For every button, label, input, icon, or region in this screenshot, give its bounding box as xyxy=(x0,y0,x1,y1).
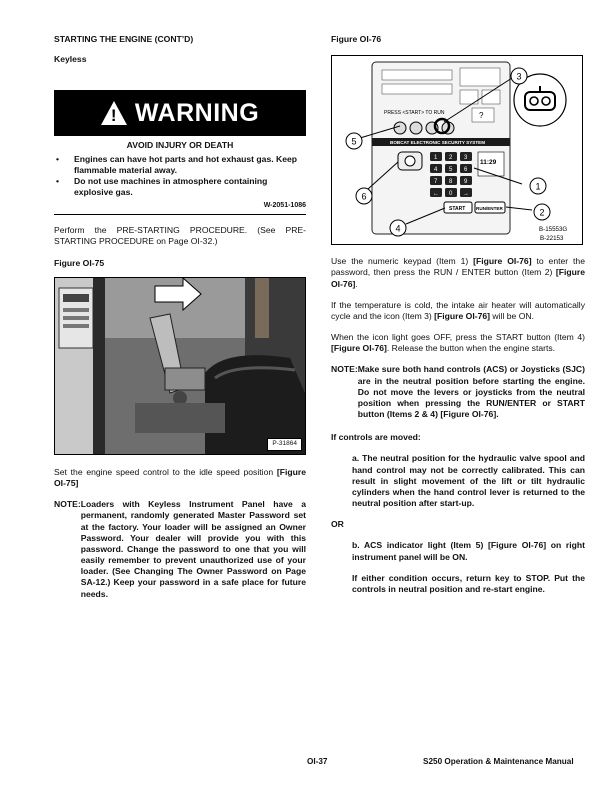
callout-3 xyxy=(511,68,527,84)
note-keyless xyxy=(54,499,306,600)
figure-ref: [Figure OI-76] xyxy=(473,256,532,267)
section-title: STARTING THE ENGINE (CONT’D) xyxy=(54,34,194,44)
press-start-text: PRESS <START> TO RUN xyxy=(384,110,445,117)
figure-oi76-panel xyxy=(331,55,583,245)
moved-heading: If controls are moved: xyxy=(331,432,421,443)
figure-label-oi75: Figure OI-75 xyxy=(54,257,105,268)
callout-2 xyxy=(534,204,550,220)
svg-text:RUN/ENTER: RUN/ENTER xyxy=(476,206,503,212)
warning-code: W-2051-1086 xyxy=(54,201,306,215)
warning-title: WARNING xyxy=(134,99,260,128)
figure-code: P-31864 xyxy=(267,438,302,450)
note-text: Make sure both hand controls (ACS) or Joysticks (SJC) are in the neutral position before starting the engine. Do not move the levers or joysticks from the neutral position when pressing the RUN/ENTER or START button (Items 2 & 4) [Figure OI-76]. xyxy=(357,364,585,420)
warning-bullet: • Do not use machines in atmosphere containing explosive gas. xyxy=(54,176,306,198)
paragraph-text: Set the engine speed control to the idle speed position xyxy=(54,466,277,477)
callout-5 xyxy=(346,133,362,149)
paragraph-text: When the icon light goes OFF, press the START button (Item 4) xyxy=(331,332,585,343)
figure-oi75-photo xyxy=(54,277,306,455)
svg-text:START: START xyxy=(449,206,466,213)
left-column xyxy=(54,34,306,600)
svg-text:8: 8 xyxy=(449,179,453,186)
svg-text:7: 7 xyxy=(434,179,438,186)
or-text: OR xyxy=(331,519,344,530)
warning-list xyxy=(54,154,306,199)
panel-time: 11:29 xyxy=(480,159,497,167)
callout-1 xyxy=(530,178,546,194)
paragraph-text: . xyxy=(355,278,358,289)
callout-6 xyxy=(356,188,372,204)
warning-triangle-icon: ! xyxy=(101,101,127,125)
figure-code: B-22153 xyxy=(540,235,564,243)
instrument-panel-diagram xyxy=(332,56,583,245)
paragraph-text: will be ON. xyxy=(490,310,534,321)
paragraph-text: . Release the button when the engine starts. xyxy=(386,343,556,354)
item-b: b. ACS indicator light (Item 5) [Figure OI-76] on right instrument panel will be ON. xyxy=(352,540,585,562)
svg-text:2: 2 xyxy=(539,207,545,218)
final-instruction: If either condition occurs, return key to STOP. Put the controls in neutral position and re-start engine. xyxy=(352,572,585,594)
paragraph-keypad xyxy=(331,256,585,290)
figure-code: B-15553G xyxy=(539,226,568,234)
note-neutral xyxy=(331,364,585,420)
svg-text:3: 3 xyxy=(516,71,522,82)
subheading-keyless: Keyless xyxy=(54,54,87,65)
callout-4 xyxy=(390,220,406,236)
figure-ref: [Figure OI-76] xyxy=(434,310,491,321)
paragraph-text: Use the numeric keypad (Item 1) xyxy=(331,256,474,267)
svg-text:2: 2 xyxy=(449,155,453,162)
svg-text:1: 1 xyxy=(535,181,541,192)
figure-ref: [Figure OI-76] xyxy=(331,343,387,354)
security-text: BOBCAT ELECTRONIC SECURITY SYSTEM xyxy=(390,140,486,146)
svg-text:4: 4 xyxy=(434,167,438,174)
manual-title: S250 Operation & Maintenance Manual xyxy=(423,757,574,766)
engine-speed-control-image xyxy=(55,278,306,455)
paragraph-text: If the temperature is cold, the intake air heater will automatically cycle and the icon (Item 3) xyxy=(331,299,585,321)
svg-text:9: 9 xyxy=(464,179,468,186)
right-column xyxy=(331,34,585,595)
svg-text:?: ? xyxy=(479,111,484,121)
svg-text:1: 1 xyxy=(434,155,438,162)
svg-text:→: → xyxy=(463,191,469,198)
svg-text:6: 6 xyxy=(464,167,468,174)
svg-text:6: 6 xyxy=(361,191,367,202)
paragraph-cold xyxy=(331,300,585,322)
svg-text:4: 4 xyxy=(395,223,401,234)
paragraph-speed-control xyxy=(54,467,306,489)
note-label: NOTE: xyxy=(331,364,358,375)
svg-text:5: 5 xyxy=(449,167,453,174)
svg-text:0: 0 xyxy=(449,191,453,198)
svg-text:←: ← xyxy=(433,191,439,198)
paragraph-prestart: Perform the PRE-STARTING PROCEDURE. (See PRE-STARTING PROCEDURE on Page OI-32.) xyxy=(54,225,306,247)
note-label: NOTE: xyxy=(54,499,81,510)
paragraph-text: to enter the password, then press the RUN / ENTER button (Item 2) xyxy=(331,256,585,278)
figure-ref: [Figure OI-76] xyxy=(331,267,585,289)
warning-subtitle: AVOID INJURY OR DEATH xyxy=(126,140,234,151)
warning-banner xyxy=(54,90,306,136)
paragraph-start xyxy=(331,332,585,354)
svg-text:5: 5 xyxy=(351,136,357,147)
figure-ref: [Figure OI-75] xyxy=(54,466,306,488)
figure-label-oi76: Figure OI-76 xyxy=(331,34,382,44)
page-number: OI-37 xyxy=(307,757,328,766)
warning-bullet: • Engines can have hot parts and hot exhaust gas. Keep flammable material away. xyxy=(54,154,306,176)
item-a: a. The neutral position for the hydraulic valve spool and hand control may not be correctly calibrated. This can result in slight movement of the lift or tilt hydraulic cylinders when the hand control lever is returned to the neutral position after start-up. xyxy=(352,453,585,509)
svg-text:3: 3 xyxy=(464,155,468,162)
note-text: Loaders with Keyless Instrument Panel have a permanent, randomly generated Master Password set at the factory. Your loader will be assigned an Owner Password. Your dealer will provide you with this password. Change the password to one that you will easily remember to prevent unauthorized use of your loader. (See Changing The Owner Password on Page SA-12.) Keep your password in a safe place for future needs. xyxy=(80,499,306,599)
